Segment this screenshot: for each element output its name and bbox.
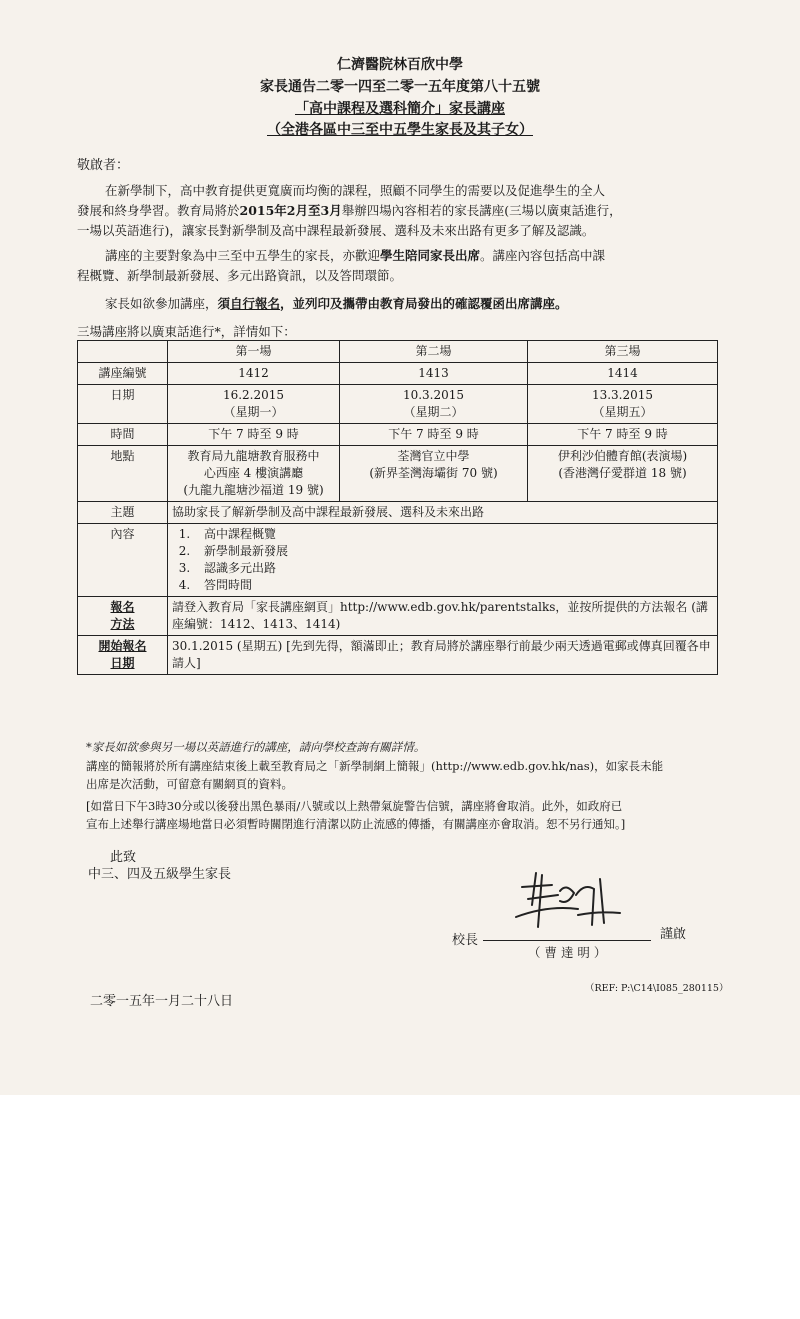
row-label: 開始報名 日期 [78,636,168,675]
row-label: 日期 [78,385,168,424]
paragraph-2-line-1: 講座的主要對象為中三至中五學生的家長，亦歡迎學生陪同家長出席。講座內容包括高中課 [105,248,606,263]
respectfully-closing: 謹啟 [660,927,687,942]
table-row [78,446,718,502]
date-value: 16.2.2015 [222,388,285,402]
row-label: 講座編號 [78,363,168,385]
paragraph-1-line-3: 一場以英語進行)，讓家長對新學制及高中課程最新發展、選科及未來出路有更多了解及認識。 [77,223,595,238]
weekday-value: （星期二） [403,405,464,419]
content-cell [168,524,718,597]
table-row [78,424,718,446]
notice-number: 家長通告二零一四至二零一五年度第八十五號 [260,79,540,95]
weather-note-line-1: [如當日下午3時30分或以後發出黑色暴雨/八號或以上熱帶氣旋警告信號，講座將會取消。此外，如政府已 [86,799,623,813]
session-header: 第三場 [528,341,718,363]
start-date-cell: 30.1.2015 (星期五) [先到先得，額滿即止；教育局將於講座舉行前最少兩天透過電郵或傳真回覆各申請人] [168,636,718,675]
table-cell: 下午 7 時至 9 時 [168,424,340,446]
table-row [78,341,718,363]
table-row [78,524,718,597]
principal-label: 校長 [452,933,479,948]
table-cell [528,385,718,424]
closing-recipients: 中三、四及五級學生家長 [88,867,232,882]
table-row [78,363,718,385]
seminar-title: 「高中課程及選科簡介」家長講座 [295,101,505,117]
table-row [78,597,718,636]
table-cell [528,446,718,502]
weather-note-line-2: 宣布上述舉行講座場地當日必須暫時關閉進行清潔以防止流感的傳播，有關講座亦會取消。恕不另行通知。] [86,817,626,831]
list-item: 1. 高中課程概覽 [194,526,713,543]
table-intro: 三場講座將以廣東話進行*，詳情如下： [77,324,296,339]
school-name: 仁濟醫院林百欣中學 [337,57,463,73]
table-row [78,636,718,675]
row-label: 地點 [78,446,168,502]
venue-address: (新界荃灣海壩街 70 號) [369,466,498,480]
table-cell: 1414 [528,363,718,385]
table-row [78,502,718,524]
list-item: 2. 新學制最新發展 [194,543,713,560]
slides-note-line-2: 出席是次活動，可留意有關網頁的資料。 [86,777,293,791]
session-header: 第一場 [168,341,340,363]
weekday-value: （星期五） [592,405,653,419]
register-cell: 請登入教育局「家長講座網頁」http://www.edb.gov.hk/parentstalks，並按所提供的方法報名 (講座編號：1412、1413、1414) [168,597,718,636]
slides-note-line-1: 講座的簡報將於所有講座結束後上載至教育局之「新學制網上簡報」(http://www.edb.gov.hk/nas)，如家長未能 [86,759,664,773]
table-cell: 1413 [340,363,528,385]
table-cell: 下午 7 時至 9 時 [528,424,718,446]
paragraph-2-line-2: 程概覽、新學制最新發展、多元出路資訊，以及答問環節。 [77,268,403,283]
table-cell [340,385,528,424]
paragraph-3: 家長如欲參加講座，須自行報名，並列印及攜帶由教育局發出的確認覆函出席講座。 [105,296,568,311]
venue-line: 心西座 4 樓演講廳 [203,466,304,480]
venue-line: 荃灣官立中學 [397,449,470,463]
session-header: 第二場 [340,341,528,363]
table-cell: 1412 [168,363,340,385]
footnote: *家長如欲參與另一場以英語進行的講座，請向學校查詢有關詳情。 [86,740,426,754]
reference-code: （REF: P:\C14\I085_280115） [585,983,729,994]
row-label: 主題 [78,502,168,524]
table-cell [168,385,340,424]
table-cell [340,446,528,502]
salutation: 敬啟者： [77,158,130,173]
table-cell: 下午 7 時至 9 時 [340,424,528,446]
signature-line [483,940,651,941]
venue-address: (香港灣仔愛群道 18 號) [558,466,687,480]
seminar-table [77,340,717,675]
date-value: 13.3.2015 [591,388,654,402]
venue-line: 伊利沙伯體育館(表演場) [557,449,688,463]
letter-date: 二零一五年一月二十八日 [90,994,234,1009]
table-cell [168,446,340,502]
venue-address: (九龍九龍塘沙福道 19 號) [183,483,324,497]
principal-signature [508,865,628,945]
row-label: 報名 方法 [78,597,168,636]
weekday-value: （星期一） [223,405,284,419]
list-item: 3. 認識多元出路 [194,560,713,577]
seminar-audience: （全港各區中三至中五學生家長及其子女） [267,122,533,138]
date-value: 10.3.2015 [402,388,465,402]
list-item: 4. 答問時間 [194,577,713,594]
venue-line: 教育局九龍塘教育服務中 [187,449,320,463]
closing-regards: 此致 [110,850,137,865]
row-label: 內容 [78,524,168,597]
paragraph-1-line-2: 發展和終身學習。教育局將於2015年2月至3月舉辦四場內容相若的家長講座(三場以廣東話進行， [77,203,622,218]
row-label: 時間 [78,424,168,446]
principal-name: （ 曹 達 明 ） [528,945,607,960]
header-empty-cell [78,341,168,363]
table-row [78,385,718,424]
paragraph-1-line-1: 在新學制下，高中教育提供更寬廣而均衡的課程，照顧不同學生的需要以及促進學生的全人 [105,183,606,198]
theme-cell: 協助家長了解新學制及高中課程最新發展、選科及未來出路 [168,502,718,524]
